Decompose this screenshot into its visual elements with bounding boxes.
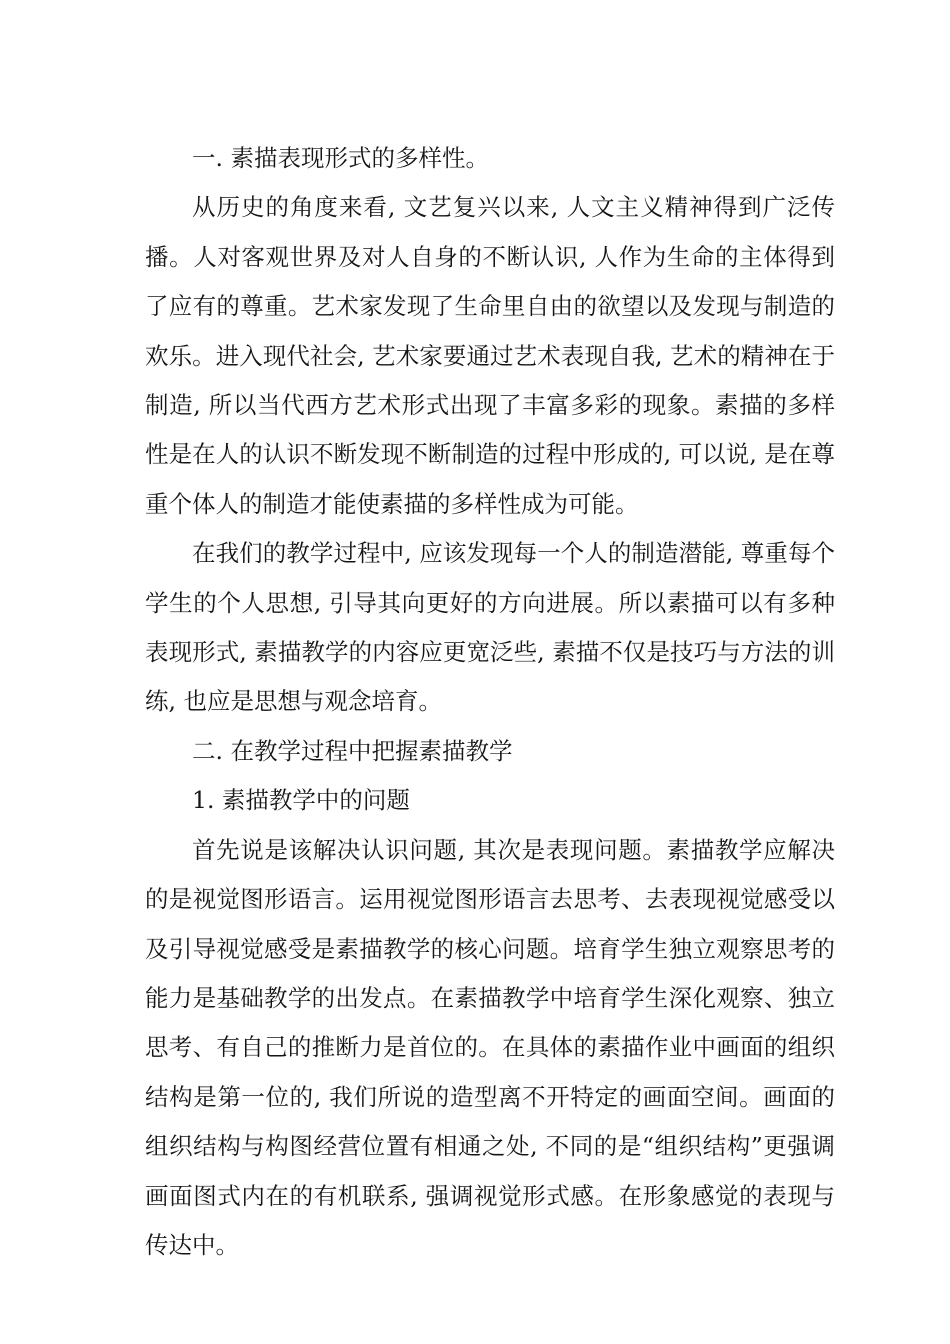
section-heading-1: 一. 素描表现形式的多样性。 <box>192 144 489 172</box>
paragraph-history: 从历史的角度来看, 文艺复兴以来, 人文主义精神得到广泛传播。人对客观世界及对人自身的不断认识, 人作为生命的主体得到了应有的尊重。艺术家发现了生命里自由的欲望以及发现与制造的欢乐。进入现代社会, 艺术家要通过艺术表现自我, 艺术的精神在于制造, 所以当代西方艺术形式出现了丰富多彩的现象。素描的多样性是在人的认识不断发现不断制造的过程中形成的, 可以说, 是在尊重个体人的制造才能使素描的多样性成为可能。 <box>145 193 835 518</box>
paragraph-teaching: 在我们的教学过程中, 应该发现每一个人的制造潜能, 尊重每个学生的个人思想, 引导其向更好的方向进展。所以素描可以有多种表现形式, 素描教学的内容应更宽泛些, 素描不仅是技巧与方法的训练, 也应是思想与观念培育。 <box>145 539 835 716</box>
document-body <box>145 134 835 1270</box>
subsection-heading-1: 1. 素描教学中的问题 <box>192 786 410 815</box>
section-heading-2: 二. 在教学过程中把握素描教学 <box>192 736 513 765</box>
paragraph-problems: 首先说是该解决认识问题, 其次是表现问题。素描教学应解决的是视觉图形语言。运用视觉图形语言去思考、去表现视觉感受以及引导视觉感受是素描教学的核心问题。培育学生独立观察思考的能力是基础教学的出发点。在素描教学中培育学生深化观察、独立思考、有自己的推断力是首位的。在具体的素描作业中画面的组织结构是第一位的, 我们所说的造型离不开特定的画面空间。画面的组织结构与构图经营位置有相通之处, 不同的是“组织结构”更强调画面图式内在的有机联系, 强调视觉形式感。在形象感觉的表现与传达中。 <box>145 835 835 1259</box>
